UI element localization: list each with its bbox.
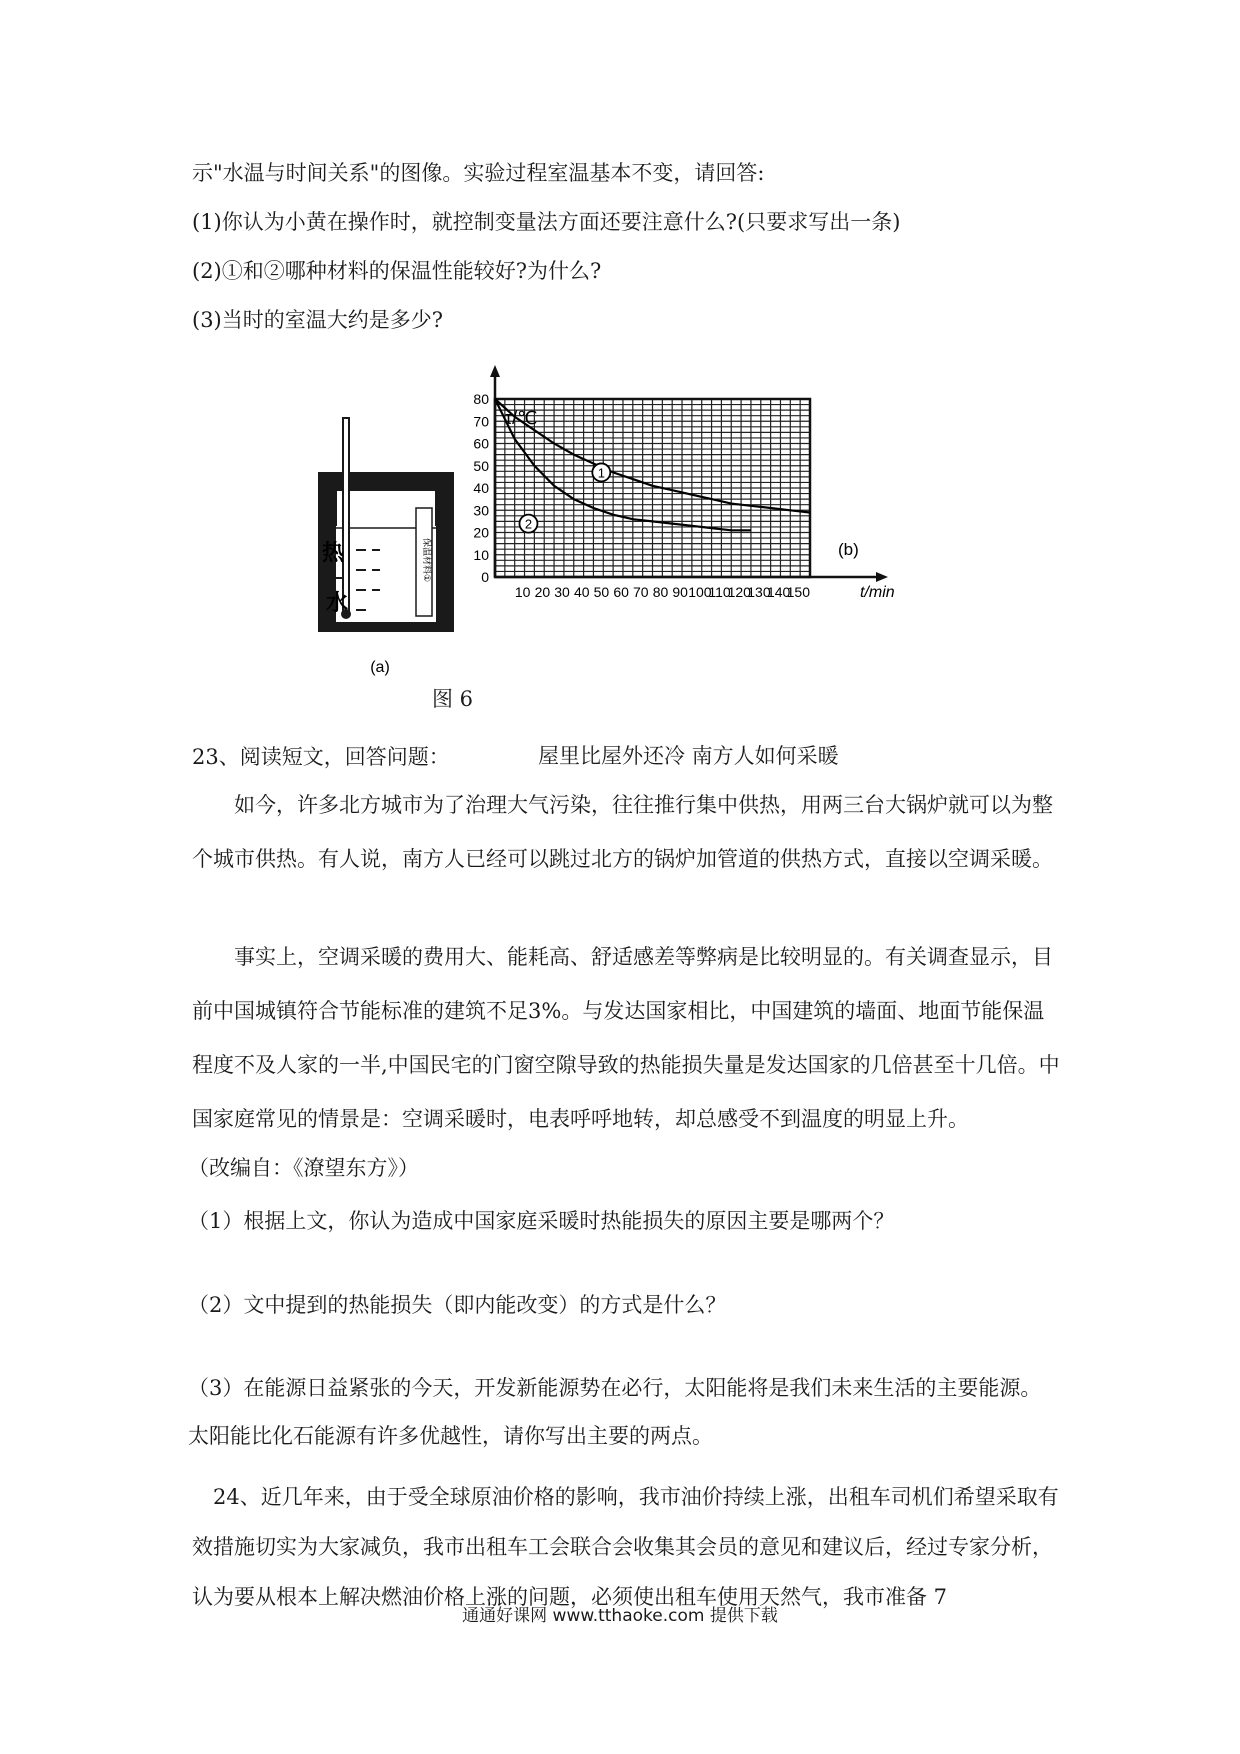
- temperature-time-chart: [460, 391, 980, 680]
- x-tick-label: 100: [688, 584, 712, 600]
- q23-article-title: 屋里比屋外还冷 南方人如何采暖: [538, 744, 839, 768]
- x-tick-label: 20: [534, 584, 551, 600]
- intro-line: 示"水温与时间关系"的图像。实验过程室温基本不变，请回答:: [192, 161, 765, 185]
- q23-question-1: （1）根据上文，你认为造成中国家庭采暖时热能损失的原因主要是哪两个？: [188, 1209, 895, 1233]
- y-axis-label: τ/℃: [505, 408, 538, 428]
- figure-caption: 图 6: [432, 687, 474, 711]
- curve-1-label: 1: [597, 465, 605, 481]
- y-axis-arrow: [490, 365, 500, 377]
- x-tick-label: 70: [633, 584, 649, 600]
- x-tick-label: 90: [672, 584, 688, 600]
- figure-b-label: (b): [838, 540, 859, 559]
- figure-a-label: (a): [370, 659, 390, 676]
- q23-question-3: （3）在能源日益紧张的今天，开发新能源势在必行，太阳能将是我们未来生活的主要能源。太阳能比化石能源有许多优越性，请你写出主要的两点。: [188, 1376, 1042, 1448]
- question-3: (3)当时的室温大约是多少?: [192, 308, 444, 332]
- x-tick-label: 60: [613, 584, 629, 600]
- x-axis-arrow: [876, 572, 888, 582]
- y-tick-label: 20: [473, 524, 489, 541]
- x-tick-label: 30: [554, 584, 570, 600]
- x-tick-label: 110: [708, 584, 731, 600]
- x-tick-label: 10: [514, 584, 531, 600]
- question-2: (2)①和②哪种材料的保温性能较好?为什么?: [192, 259, 602, 283]
- x-tick-label: 130: [747, 584, 771, 600]
- y-tick-label: 70: [473, 413, 489, 430]
- side-material-label: 保温材料①: [422, 537, 432, 583]
- beaker-figure: [310, 410, 470, 685]
- y-tick-label: 30: [473, 502, 489, 519]
- x-axis-label: t/min: [860, 584, 895, 601]
- y-tick-label: 50: [473, 457, 489, 474]
- y-tick-label: 10: [473, 546, 489, 563]
- x-tick-label: 80: [652, 584, 669, 600]
- beaker-label-hot: 热: [322, 540, 345, 565]
- q23-question-2: （2）文中提到的热能损失（即内能改变）的方式是什么？: [188, 1293, 727, 1317]
- q23-paragraph-2: 事实上，空调采暖的费用大、能耗高、舒适感差等弊病是比较明显的。有关调查显示，目前中国城镇符合节能标准的建筑不足3%。与发达国家相比，中国建筑的墙面、地面节能保温程度不及人家的一半,中国民宅的门窗空隙导致的热能损失量是发达国家的几倍甚至十几倍。中国家庭常见的情景是：空调采暖时，电表呼呼地转，却总感受不到温度的明显上升。: [192, 945, 1060, 1131]
- x-tick-label: 120: [727, 584, 751, 600]
- question-1: (1)你认为小黄在操作时，就控制变量法方面还要注意什么?(只要求写出一条): [192, 210, 901, 234]
- y-tick-label: 0: [481, 569, 489, 585]
- x-tick-label: 50: [593, 584, 610, 600]
- q24-paragraph: 24、近几年来，由于受全球原油价格的影响，我市油价持续上涨，出租车司机们希望采取有效措施切实为大家减负，我市出租车工会联合会收集其会员的意见和建议后，经过专家分析，认为要从根本上解决燃油价格上涨的问题，必须使出租车使用天然气，我市准备 7: [192, 1485, 1059, 1609]
- q23-source: （改编自：《潦望东方》）: [188, 1156, 419, 1180]
- page-footer: 通通好课网 www.tthaoke.com 提供下载: [462, 1606, 778, 1626]
- curve-2-label: 2: [524, 516, 533, 532]
- y-tick-label: 60: [473, 435, 489, 452]
- q23-heading: 23、阅读短文，回答问题：: [192, 745, 450, 769]
- x-tick-label: 40: [573, 584, 590, 600]
- x-tick-label: 150: [786, 584, 810, 600]
- y-tick-label: 40: [473, 480, 489, 496]
- y-tick-label: 80: [473, 391, 489, 407]
- q23-paragraph-1: 如今，许多北方城市为了治理大气污染，往往推行集中供热，用两三台大锅炉就可以为整个城市供热。有人说，南方人已经可以跳过北方的锅炉加管道的供热方式，直接以空调采暖。: [192, 793, 1053, 871]
- beaker-label-water: 水: [326, 590, 349, 615]
- x-tick-label: 140: [766, 584, 791, 600]
